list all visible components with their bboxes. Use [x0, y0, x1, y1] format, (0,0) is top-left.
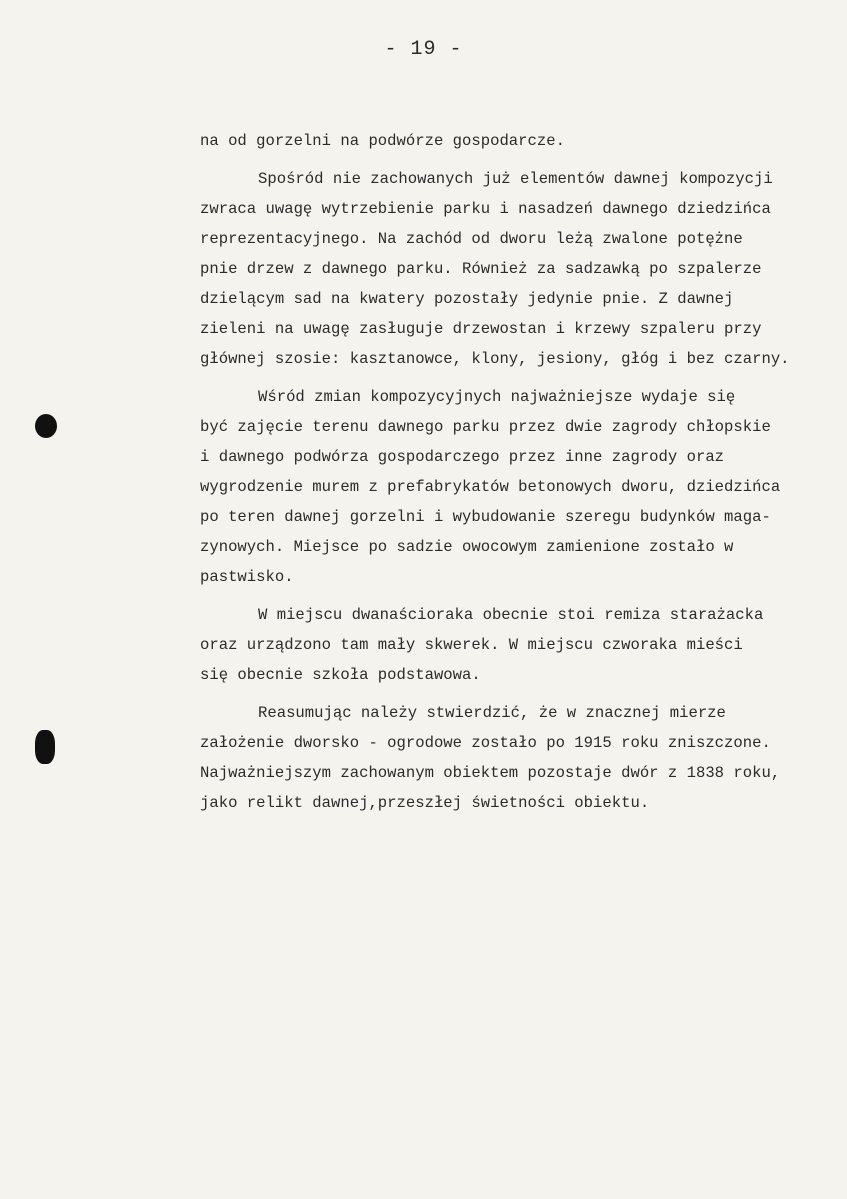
punch-hole-lower — [35, 730, 55, 764]
text-line: wygrodzenie murem z prefabrykatów betonowych dworu, dziedzińca — [200, 478, 781, 496]
text-line: zieleni na uwagę zasługuje drzewostan i krzewy szpaleru przy — [200, 320, 762, 338]
text-line: głównej szosie: kasztanowce, klony, jesiony, głóg i bez czarny. — [200, 350, 790, 368]
text-line: oraz urządzono tam mały skwerek. W miejscu czworaka mieści — [200, 636, 743, 654]
paragraph-start-line: Reasumując należy stwierdzić, że w znacznej mierze — [258, 704, 726, 722]
text-line: się obecnie szkoła podstawowa. — [200, 666, 481, 684]
paragraph-start-line: W miejscu dwanaściorakа obecnie stoi remiza starażacka — [258, 606, 764, 624]
text-line: reprezentacyjnego. Na zachód od dworu leżą zwalone potężne — [200, 230, 743, 248]
text-line: Najważniejszym zachowanym obiektem pozostaje dwór z 1838 roku, — [200, 764, 781, 782]
document-body — [200, 126, 840, 818]
paragraph-start-line: Wśród zmian kompozycyjnych najważniejsze wydaje się — [258, 388, 736, 406]
text-line: zwraca uwagę wytrzebienie parku i nasadzeń dawnego dziedzińca — [200, 200, 771, 218]
punch-hole-upper — [35, 414, 57, 438]
text-line: zynowych. Miejsce po sadzie owocowym zamienione zostało w — [200, 538, 734, 556]
text-line: po teren dawnej gorzelni i wybudowanie szeregu budynków maga- — [200, 508, 771, 526]
text-line: na od gorzelni na podwórze gospodarcze. — [200, 132, 565, 150]
text-line: być zajęcie terenu dawnego parku przez dwie zagrody chłopskie — [200, 418, 771, 436]
text-line: pnie drzew z dawnego parku. Również za sadzawką po szpalerze — [200, 260, 762, 278]
text-line: założenie dworsko - ogrodowe zostało po 1915 roku zniszczone. — [200, 734, 771, 752]
page-number: - 19 - — [384, 38, 463, 61]
text-line: pastwisko. — [200, 568, 294, 586]
paragraph-start-line: Spośród nie zachowanych już elementów dawnej kompozycji — [258, 170, 773, 188]
text-line: i dawnego podwórza gospodarczego przez inne zagrody oraz — [200, 448, 725, 466]
text-line: jako relikt dawnej,przeszłej świetności obiektu. — [200, 794, 650, 812]
text-line: dzielącym sad na kwatery pozostały jedynie pnie. Z dawnej — [200, 290, 734, 308]
